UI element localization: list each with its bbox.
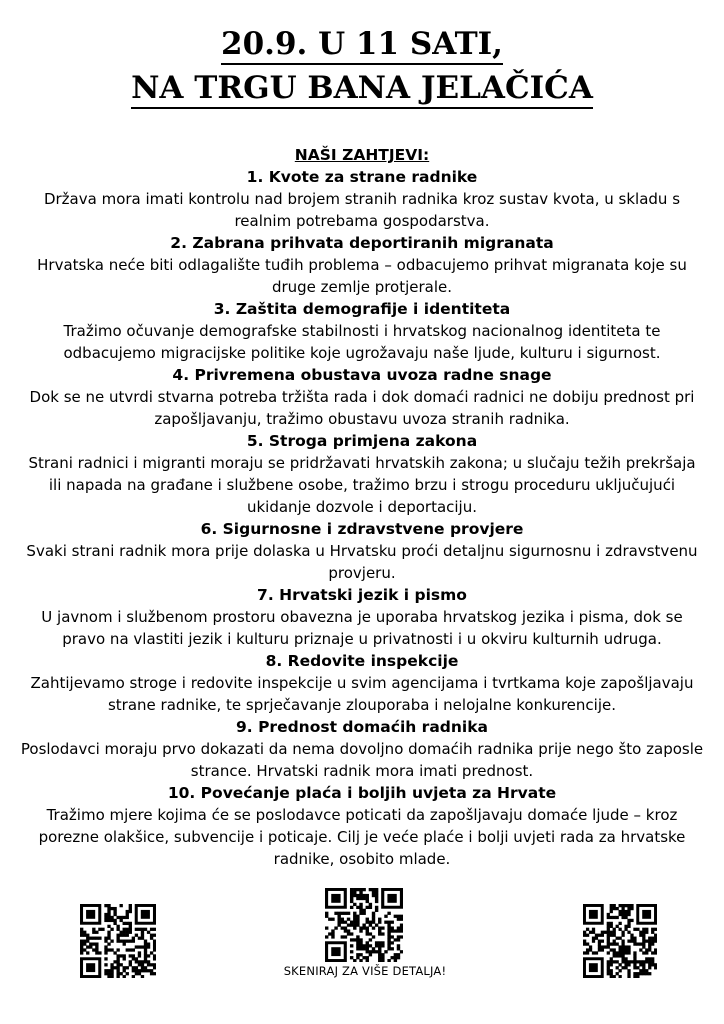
- demand-item: [20, 430, 704, 518]
- demand-item: [20, 518, 704, 584]
- demand-text: Tražimo mjere kojima će se poslodavce poticati da zapošljavaju domaće ljude – kroz porezne olakšice, subvencije i poticaje. Cilj je veće plaće i bolji uvjeti rada za hrvatske radnike, osobito mlade.: [38, 806, 686, 868]
- demand-item: [20, 364, 704, 430]
- demand-title: 9. Prednost domaćih radnika: [236, 718, 488, 736]
- event-title-line-2: NA TRGU BANA JELAČIĆA: [131, 69, 593, 109]
- demand-item: [20, 298, 704, 364]
- demand-item: [20, 650, 704, 716]
- scan-label: SKENIRAJ ZA VIŠE DETALJA!: [283, 964, 447, 978]
- demand-text: Strani radnici i migranti moraju se pridržavati hrvatskih zakona; u slučaju težih prekršaja ili napada na građane i službene osobe, tražimo brzu i strogu proceduru uključujući ukidanje dozvole i deportaciju.: [28, 454, 696, 516]
- demand-title: 6. Sigurnosne i zdravstvene provjere: [200, 520, 524, 538]
- demand-title: 1. Kvote za strane radnike: [246, 168, 478, 186]
- demand-title: 3. Zaštita demografije i identiteta: [213, 300, 511, 318]
- demand-item: [20, 232, 704, 298]
- demand-text: Dok se ne utvrdi stvarna potreba tržišta rada i dok domaći radnici ne dobiju prednost pri zapošljavanju, tražimo obustavu uvoza stranih radnika.: [29, 388, 695, 428]
- demand-text: Poslodavci moraju prvo dokazati da nema dovoljno domaćih radnika prije nego što zaposle strance. Hrvatski radnik mora imati prednost.: [20, 740, 704, 780]
- demand-text: Hrvatska neće biti odlagalište tuđih problema – odbacujemo prihvat migranata koje su druge zemlje protjerale.: [37, 256, 687, 296]
- event-title-line-1: 20.9. U 11 SATI,: [221, 25, 503, 65]
- demand-text: Država mora imati kontrolu nad brojem stranih radnika kroz sustav kvota, u skladu s realnim potrebama gospodarstva.: [43, 190, 681, 230]
- event-title: [0, 22, 724, 110]
- demand-item: [20, 166, 704, 232]
- qr-code-left-icon[interactable]: [80, 904, 156, 978]
- demand-text: U javnom i službenom prostoru obavezna je uporaba hrvatskog jezika i pisma, dok se pravo na vlastiti jezik i kulturu priznaje u privatnosti i u okviru kulturnih udruga.: [41, 608, 683, 648]
- demands-section: [20, 144, 704, 870]
- demand-text: Tražimo očuvanje demografske stabilnosti i hrvatskog nacionalnog identiteta te odbacujemo migracijske politike koje ugrožavaju naše ljude, kulturu i sigurnost.: [63, 322, 661, 362]
- demand-title: 10. Povećanje plaća i boljih uvjeta za Hrvate: [167, 784, 557, 802]
- demand-text: Zahtijevamo stroge i redovite inspekcije u svim agencijama i tvrtkama koje zapošljavaju strane radnike, te sprječavanje zlouporaba i nelojalne konkurencije.: [30, 674, 694, 714]
- demand-title: 5. Stroga primjena zakona: [246, 432, 478, 450]
- demands-heading: NAŠI ZAHTJEVI:: [294, 146, 430, 164]
- demand-item: [20, 782, 704, 870]
- qr-code-center-icon[interactable]: [325, 888, 403, 962]
- demand-item: [20, 584, 704, 650]
- demand-title: 4. Privremena obustava uvoza radne snage: [172, 366, 552, 384]
- demand-item: [20, 716, 704, 782]
- demand-title: 2. Zabrana prihvata deportiranih migranata: [170, 234, 554, 252]
- demand-text: Svaki strani radnik mora prije dolaska u Hrvatsku proći detaljnu sigurnosnu i zdravstvenu provjeru.: [26, 542, 698, 582]
- demand-title: 7. Hrvatski jezik i pismo: [257, 586, 467, 604]
- qr-code-right-icon[interactable]: [583, 904, 657, 978]
- demand-title: 8. Redovite inspekcije: [265, 652, 459, 670]
